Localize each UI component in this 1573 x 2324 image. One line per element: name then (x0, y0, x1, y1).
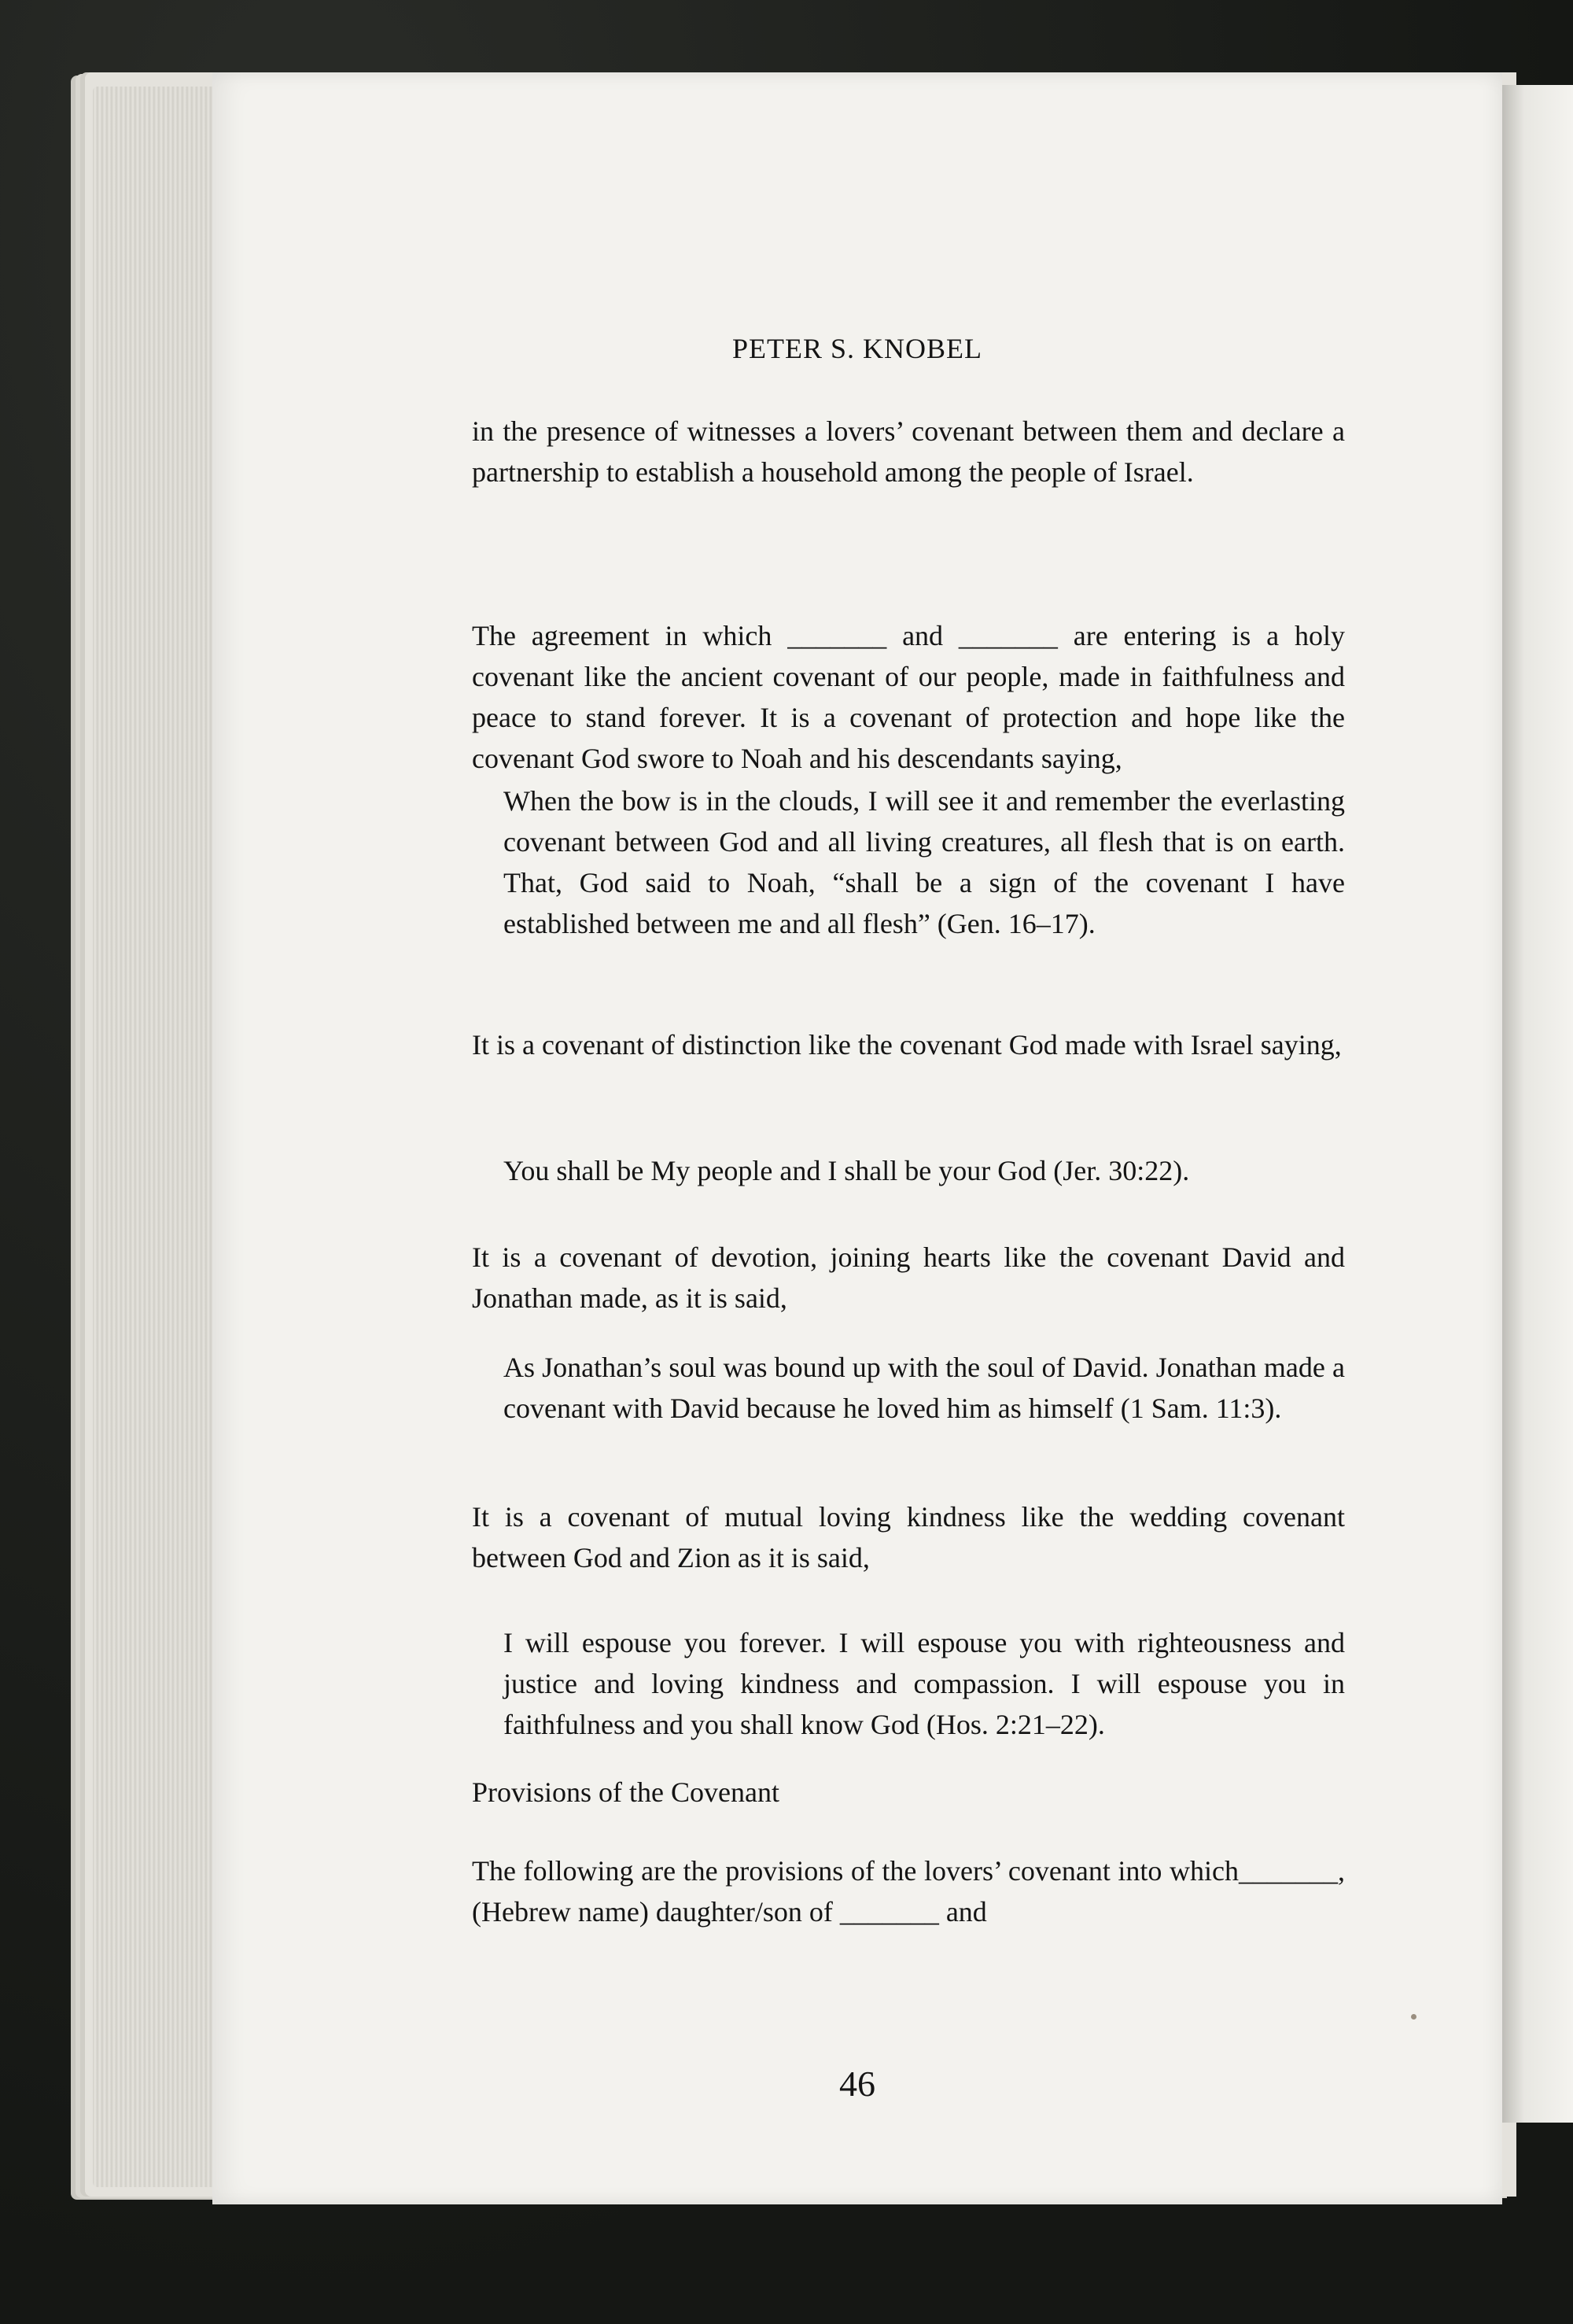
facing-page-edge (1498, 85, 1573, 2123)
book-page (212, 72, 1502, 2204)
block-quote: When the bow is in the clouds, I will see it and remember the everlasting covenant between God and all living creatures, all flesh that is on earth. That, God said to Noah, “shall be a sign of the covenant I have established between me and all flesh” (Gen. 16–17). (503, 785, 1345, 939)
paragraph: The following are the provisions of the lovers’ covenant into which_______, (Hebrew name) daughter/son of _______ and (472, 1855, 1345, 1927)
paragraph: The agreement in which _______ and _______ are entering is a holy covenant like the ancient covenant of our people, made in faithfulness and peace to stand forever. It is a covenant of protection and hope like the covenant God swore to Noah and his descendants saying, (472, 620, 1345, 774)
paragraph: in the presence of witnesses a lovers’ covenant between them and declare a partnership to establish a household among the people of Israel. (472, 415, 1345, 488)
section-heading: Provisions of the Covenant (472, 1776, 779, 1808)
paragraph: It is a covenant of mutual loving kindness like the wedding covenant between God and Zion as it is said, (472, 1501, 1345, 1573)
running-head: PETER S. KNOBEL (731, 333, 982, 364)
paragraph: It is a covenant of distinction like the covenant God made with Israel saying, (472, 1029, 1342, 1061)
speck (1411, 2014, 1416, 2020)
block-quote: You shall be My people and I shall be your God (Jer. 30:22). (503, 1155, 1190, 1186)
block-quote: I will espouse you forever. I will espouse you with righteousness and justice and loving kindness and compassion. I will espouse you in faithfulness and you shall know God (Hos. 2:21–22). (503, 1627, 1345, 1740)
block-quote: As Jonathan’s soul was bound up with the soul of David. Jonathan made a covenant with David because he loved him as himself (1 Sam. 11:3). (503, 1352, 1345, 1424)
paragraph: It is a covenant of devotion, joining hearts like the covenant David and Jonathan made, as it is said, (472, 1241, 1345, 1314)
page-number: 46 (839, 2064, 875, 2104)
